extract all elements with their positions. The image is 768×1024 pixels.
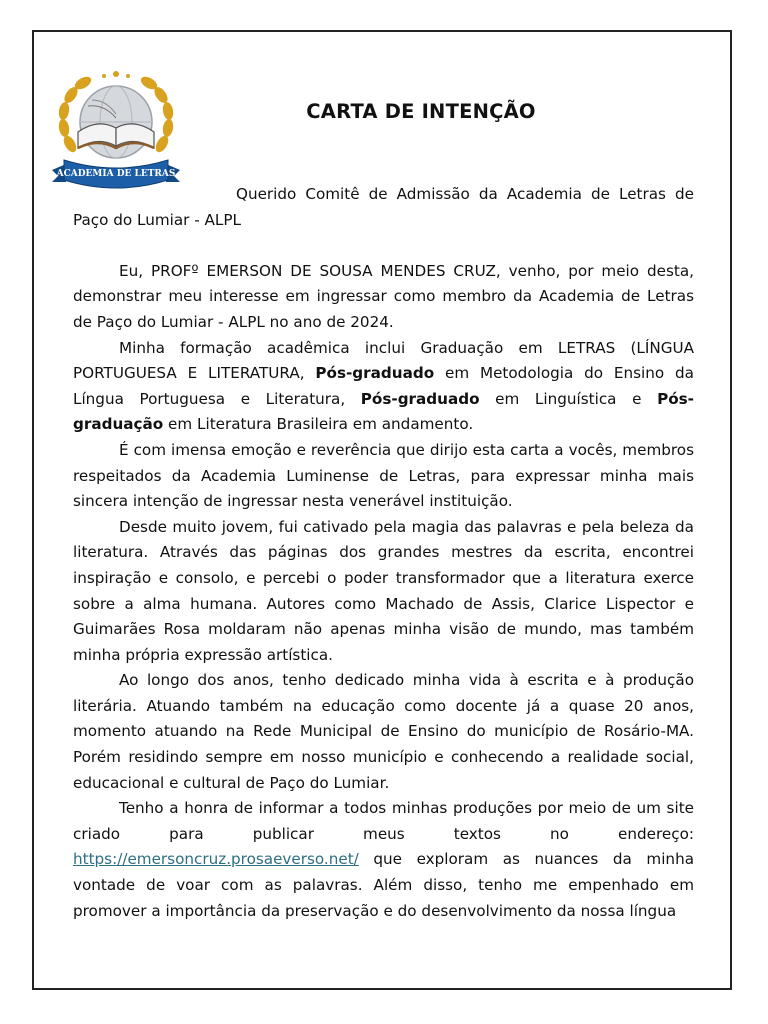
paragraph-education (73, 336, 694, 438)
paragraph-career: Ao longo dos anos, tenho dedicado minha vida à escrita e à produção literária. Atuando também na educação como docente já a quase 20 anos, momento atuando na Rede Municipal de Ensino do município de Rosário-MA. Porém residindo sempre em nosso município e conhecendo a realidade social, educacional e cultural de Paço do Lumiar. (73, 671, 694, 792)
paragraph-website (73, 847, 694, 924)
paragraph-youth: Desde muito jovem, fui cativado pela magia das palavras e pela beleza da literatura. Através das páginas dos grandes mestres da escrita, encontrei inspiração e consolo, e percebi o poder transformador que a literatura exerce sobre a alma humana. Autores como Machado de Assis, Clarice Lispector e Guimarães Rosa moldaram não apenas minha visão de mundo, mas também minha própria expressão artística. (73, 517, 694, 664)
education-text: Minha formação acadêmica inclui Graduação em LETRAS (LÍNGUA PORTUGUESA E LITERATURA, (73, 338, 694, 383)
education-text: em Linguística e (479, 389, 658, 408)
letter-body (73, 182, 694, 924)
bold-postgrad-1: Pós-graduado (315, 364, 435, 383)
education-text: em Literatura Brasileira em andamento. (163, 415, 474, 434)
document-title: CARTA DE INTENÇÃO (306, 100, 536, 123)
academia-logo (48, 66, 184, 192)
website-text: que exploram as nuances da minha vontade de voar com as palavras. Além disso, tenho me empenhado em promover a importância da preservação e do desenvolvimento da nossa língua (73, 850, 694, 920)
salutation: Querido Comitê de Admissão da Academia de Letras de Paço do Lumiar - ALPL (73, 185, 694, 229)
paragraph-website-intro: Tenho a honra de informar a todos minhas produções por meio de um site criado para publicar meus textos no endereço: (73, 799, 694, 843)
paragraph-intro: Eu, PROFº EMERSON DE SOUSA MENDES CRUZ, venho, por meio desta, demonstrar meu interesse em ingressar como membro da Academia de Letras de Paço do Lumiar - ALPL no ano de 2024. (73, 261, 694, 331)
svg-text:ACADEMIA DE LETRAS: ACADEMIA DE LETRAS (56, 169, 176, 179)
website-link[interactable]: https://emersoncruz.prosaeverso.net/ (73, 850, 359, 869)
education-text: em Metodologia do Ensino da Língua Portuguesa e Literatura, (73, 364, 694, 408)
paragraph-emotion: É com imensa emoção e reverência que dirijo esta carta a vocês, membros respeitados da Academia Luminense de Letras, para expressar minha mais sincera intenção de ingressar nesta venerável instituição. (73, 440, 694, 511)
bold-postgrad-3: Pós-graduação (73, 389, 694, 434)
bold-postgrad-2: Pós-graduado (360, 389, 480, 408)
